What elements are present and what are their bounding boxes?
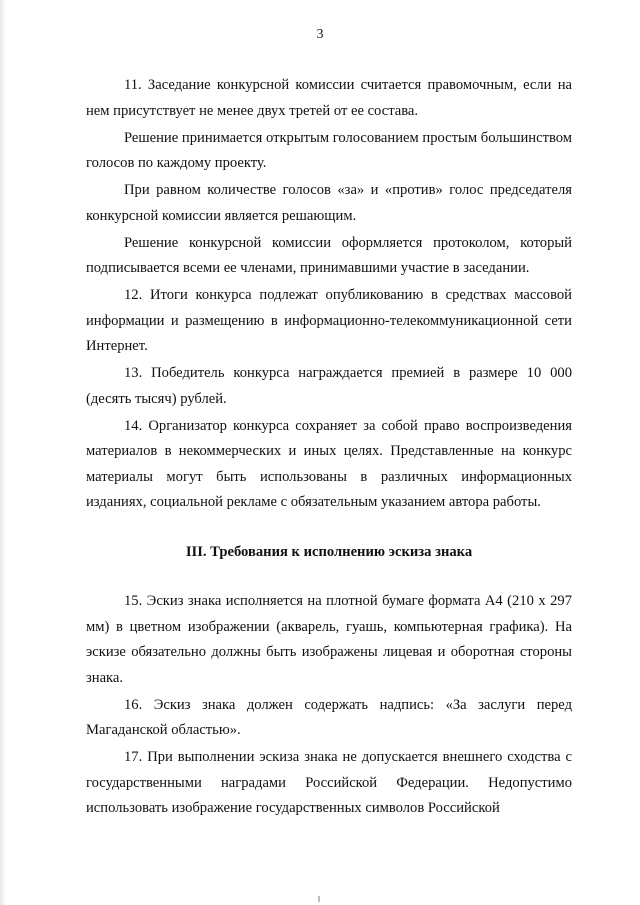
page-number: 3: [316, 27, 324, 42]
paragraph-decision: Решение принимается открытым голосованием простым большинством голосов по каждому проекту.: [86, 129, 572, 171]
paragraph-protocol: Решение конкурсной комиссии оформляется протоколом, который подписывается всеми ее членами, принимавшими участие в заседании.: [86, 234, 572, 276]
paragraph-16: 16. Эскиз знака должен содержать надпись: «За заслуги перед Магаданской областью».: [86, 696, 572, 738]
scan-edge: [0, 0, 6, 905]
scan-mark: [318, 896, 320, 902]
paragraph-11: 11. Заседание конкурсной комиссии считается правомочным, если на нем присутствует не менее двух третей от ее состава.: [86, 77, 572, 119]
section-heading: III. Требования к исполнению эскиза знака: [185, 543, 473, 560]
paragraph-12: 12. Итоги конкурса подлежат опубликованию в средствах массовой информации и размещению в информационно-телекоммуникационной сети Интернет.: [86, 287, 572, 354]
paragraph-13: 13. Победитель конкурса награждается премией в размере 10 000 (десять тысяч) рублей.: [86, 365, 572, 407]
paragraph-17: 17. При выполнении эскиза знака не допускается внешнего сходства с государственными наградами Российской Федерации. Недопустимо использовать изображение государственных символов Российской: [86, 749, 572, 816]
paragraph-tie-vote: При равном количестве голосов «за» и «против» голос председателя конкурсной комиссии является решающим.: [86, 182, 572, 224]
document-body: [86, 73, 572, 823]
paragraph-14: 14. Организатор конкурса сохраняет за собой право воспроизведения материалов в некоммерческих и иных целях. Представленные на конкурс материалы могут быть использованы в различных информационных изданиях, социальной рекламе с обязательным указанием автора работы.: [86, 417, 572, 510]
paragraph-15: 15. Эскиз знака исполняется на плотной бумаге формата А4 (210 х 297 мм) в цветном изображении (акварель, гуашь, компьютерная графика). На эскизе обязательно должны быть изображены лицевая и оборотная стороны знака.: [86, 593, 572, 686]
